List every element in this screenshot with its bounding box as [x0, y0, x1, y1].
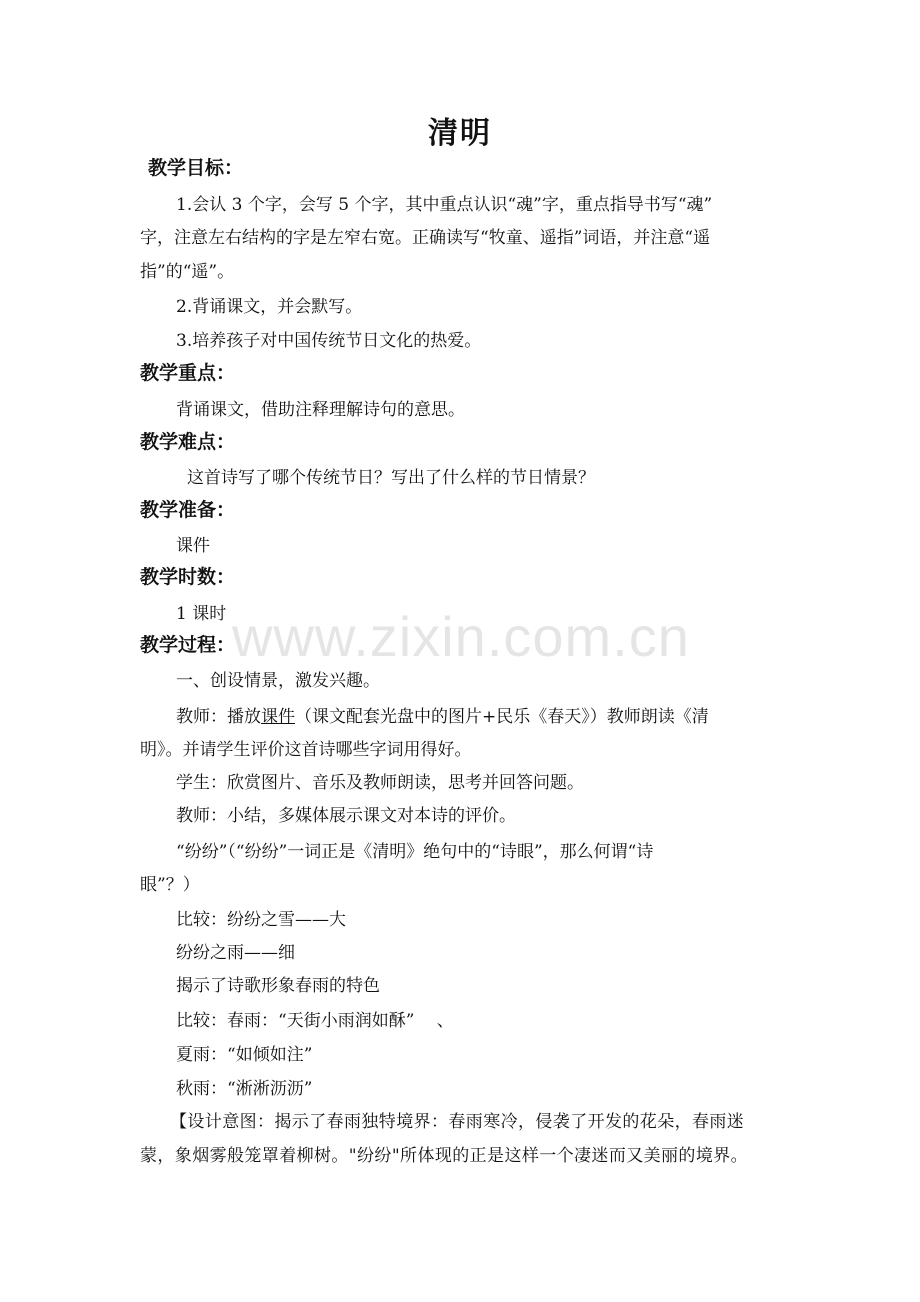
process-line [176, 702, 709, 727]
objective-line-4: 2.背诵课文，并会默写。 [176, 297, 363, 317]
objective-line-2: 字，注意左右结构的字是左窄右宽。正确读写“牧童、遥指”词语，并注意“遥 [140, 228, 711, 248]
key-points-text: 背诵课文，借助注释理解诗句的意思。 [176, 400, 465, 420]
hours-text: 1 课时 [176, 604, 227, 624]
process-line: 比较：纷纷之雪——大 [176, 910, 346, 930]
preparation-text: 课件 [176, 536, 210, 556]
process-line: 夏雨：“如倾如注” [176, 1045, 313, 1065]
design-intent-line-2: 蒙，象烟雾般笼罩着柳树。"纷纷"所体现的正是这样一个凄迷而又美丽的境界。 [140, 1146, 749, 1166]
process-line: 教师：小结，多媒体展示课文对本诗的评价。 [176, 806, 516, 826]
process-text: 教师：播放 [176, 707, 261, 727]
key-points-heading: 教学重点： [140, 362, 236, 384]
objective-line-1: 1.会认 3 个字，会写 5 个字，其中重点认识“魂”字，重点指导书写“魂” [176, 195, 713, 215]
process-text: （课文配套光盘中的图片+民乐《春天》）教师朗读《清 [295, 707, 709, 727]
difficulties-heading: 教学难点： [140, 431, 236, 453]
process-line: 明》。并请学生评价这首诗哪些字词用得好。 [140, 740, 472, 760]
process-line: 揭示了诗歌形象春雨的特色 [176, 976, 380, 996]
objective-line-3: 指”的“遥”。 [140, 262, 235, 282]
preparation-heading: 教学准备： [140, 499, 236, 521]
process-line: 一、创设情景，激发兴趣。 [176, 671, 380, 691]
hours-heading: 教学时数： [140, 566, 236, 588]
design-intent-line-1: 【设计意图：揭示了春雨独特境界：春雨寒冷，侵袭了开发的花朵，春雨迷 [170, 1112, 745, 1132]
watermark: www.zixin.com.cn [232, 605, 690, 668]
process-line: 眼”？） [140, 875, 200, 895]
process-line: 纷纷之雨——细 [176, 943, 295, 963]
objective-line-5: 3.培养孩子对中国传统节日文化的热爱。 [176, 331, 482, 351]
process-heading: 教学过程： [140, 634, 236, 656]
process-line: 比较：春雨：“天街小雨润如酥” 、 [176, 1011, 454, 1031]
courseware-link[interactable]: 课件 [261, 707, 295, 727]
objectives-heading: 教学目标： [148, 157, 244, 179]
process-line: 学生：欣赏图片、音乐及教师朗读，思考并回答问题。 [176, 773, 584, 793]
difficulties-text: 这首诗写了哪个传统节日？写出了什么样的节日情景？ [187, 468, 595, 488]
page-title: 清明 [428, 116, 492, 151]
process-line: “纷纷”（“纷纷”一词正是《清明》绝句中的“诗眼”，那么何谓“诗 [176, 842, 654, 862]
process-line: 秋雨：“淅淅沥沥” [176, 1079, 313, 1099]
